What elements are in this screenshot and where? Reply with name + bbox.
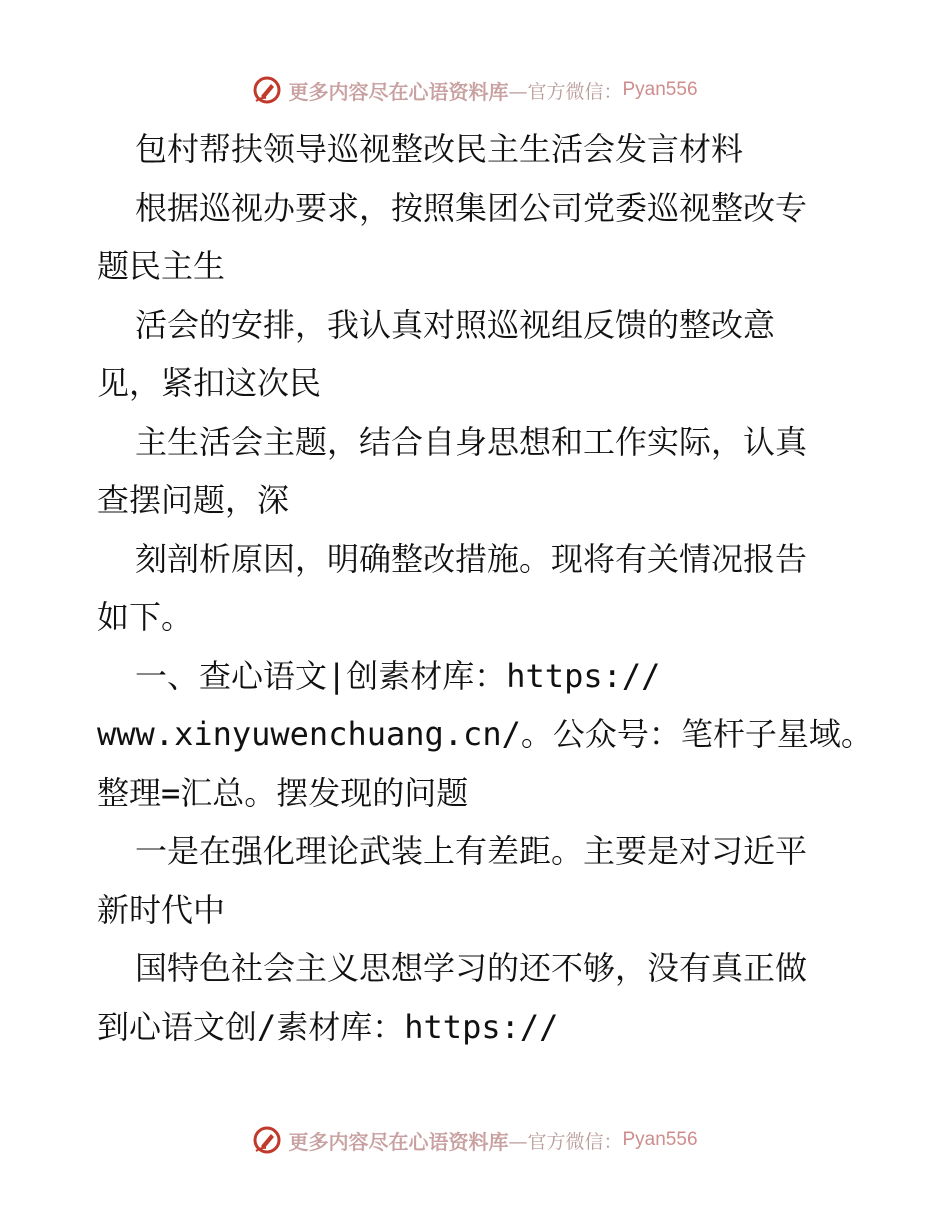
footer-watermark-banner <box>0 1120 950 1160</box>
banner-title: 更多内容尽在心语资料库 <box>288 1129 509 1154</box>
banner-wechat-label: —官方微信： <box>508 80 623 103</box>
banner-title: 更多内容尽在心语资料库 <box>288 79 509 104</box>
paragraph-line: 活会的安排，我认真对照巡视组反馈的整改意 <box>135 305 776 344</box>
paragraph-line: 见，紧扣这次民 <box>97 364 322 402</box>
paragraph-line: 一是在强化理论武装上有差距。主要是对习近平 <box>135 832 808 870</box>
paragraph-line: 新时代中 <box>97 890 226 929</box>
banner-wechat-id: Pyan556 <box>622 79 698 100</box>
paragraph-line: 根据巡视办要求，按照集团公司党委巡视整改专 <box>135 188 808 227</box>
paragraph-line: 查摆问题，深 <box>97 481 290 519</box>
banner-wechat-label: —官方微信： <box>508 1130 623 1153</box>
section-heading-line: 一、查心语文|创素材库：https:// <box>135 656 661 695</box>
paragraph-line: 主生活会主题，结合自身思想和工作实际，认真 <box>135 422 808 461</box>
document-body <box>97 120 873 1056</box>
banner-wechat-id: Pyan556 <box>622 1129 698 1150</box>
header-watermark-banner <box>0 70 950 110</box>
pen-logo-icon <box>252 75 282 105</box>
paragraph-line: 整理=汇总。摆发现的问题 <box>97 773 469 812</box>
document-title: 包村帮扶领导巡视整改民主生活会发言材料 <box>135 130 744 168</box>
paragraph-line: 到心语文创/素材库：https:// <box>97 1007 559 1046</box>
paragraph-line: 刻剖析原因，明确整改措施。现将有关情况报告 <box>135 539 808 578</box>
paragraph-line: 如下。 <box>97 598 194 636</box>
paragraph-line: 题民主生 <box>97 247 226 285</box>
paragraph-line: www.xinyuwenchuang.cn/。公众号：笔杆子星域。 <box>97 715 873 753</box>
paragraph-line: 国特色社会主义思想学习的还不够，没有真正做 <box>135 949 808 987</box>
pen-logo-icon <box>252 1125 282 1155</box>
